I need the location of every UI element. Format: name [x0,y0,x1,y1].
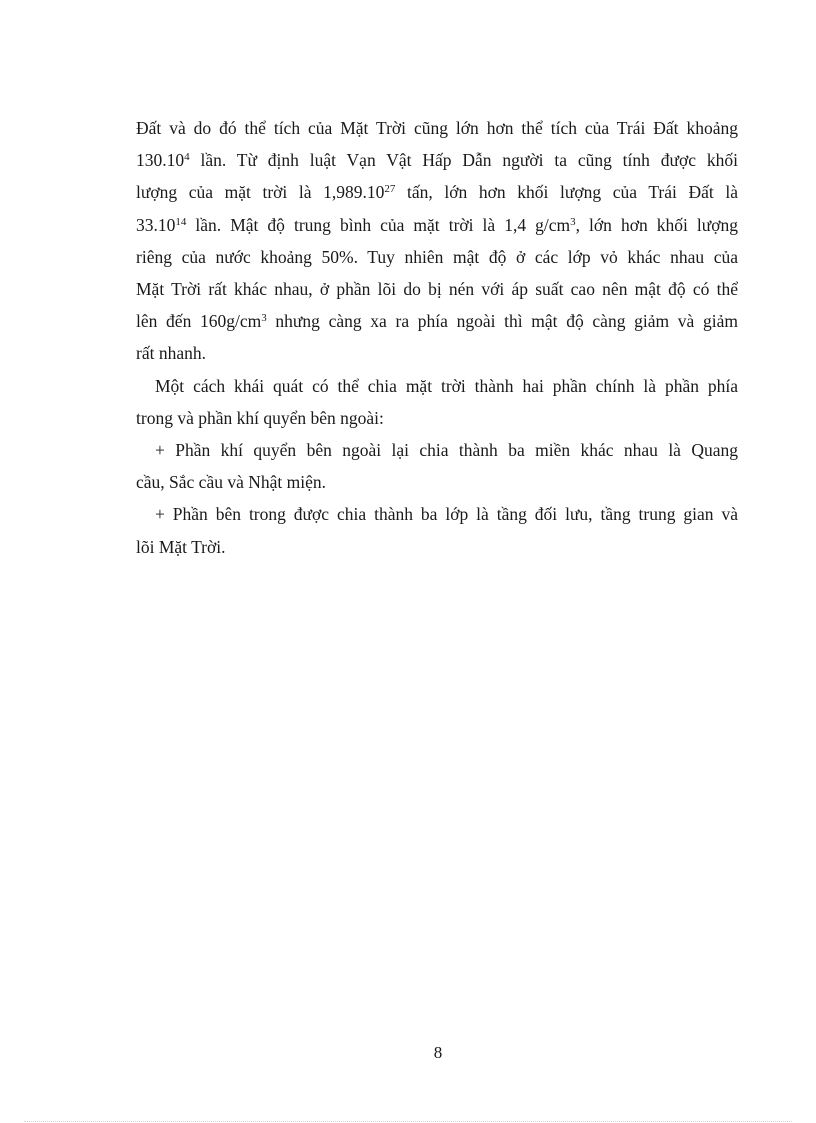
text-run: , lớn hơn khối lượng [575,214,738,235]
page-number: 8 [433,1043,443,1062]
text-run: riêng của nước khoảng 50%. Tuy nhiên mật độ ở các lớp vỏ khác nhau của [136,246,738,267]
text-run: lên đến 160g/cm [136,311,262,332]
text-run: tấn, lớn hơn khối lượng của Trái Đất là [395,182,738,203]
text-run: nhưng càng xa ra phía ngoài thì mật độ càng giảm và giảm [266,311,738,332]
text-run: cầu, Sắc cầu và Nhật miện. [136,472,326,493]
superscript-exponent: 4 [184,151,190,164]
text-line [136,531,738,563]
text-run: lõi Mặt Trời. [136,536,226,557]
text-line [136,144,738,176]
page-body [136,112,738,563]
superscript-exponent: 14 [175,215,187,228]
text-run: Một cách khái quát có thể chia mặt trời thành hai phần chính là phần phía [155,375,738,396]
text-run: Đất và do đó thể tích của Mặt Trời cũng lớn hơn thể tích của Trái Đất khoảng [136,118,738,138]
text-line [136,241,738,273]
text-line [136,337,738,369]
superscript-exponent: 27 [384,183,396,196]
page-bottom-border [24,1121,792,1122]
text-line [136,112,738,144]
text-line [136,209,738,241]
text-run: lần. Từ định luật Vạn Vật Hấp Dẫn người ta cũng tính được khối [189,150,738,171]
text-run: rất nhanh. [136,343,206,364]
text-line [136,498,738,530]
text-line [136,176,738,208]
text-line [136,434,738,466]
text-line [136,370,738,402]
text-run: Mặt Trời rất khác nhau, ở phần lõi do bị nén với áp suất cao nên mật độ có thể [136,279,738,300]
text-run: 130.10 [136,150,185,171]
text-run: trong và phần khí quyển bên ngoài: [136,407,384,428]
text-line [136,466,738,498]
text-line [136,402,738,434]
text-line [136,273,738,305]
text-line [136,305,738,337]
text-run: 33.10 [136,214,176,235]
text-run: + Phần bên trong được chia thành ba lớp là tầng đối lưu, tầng trung gian và [155,504,738,525]
superscript-exponent: 3 [261,312,267,325]
text-run: + Phần khí quyển bên ngoài lại chia thành ba miền khác nhau là Quang [155,440,738,461]
text-run: lần. Mật độ trung bình của mặt trời là 1,4 g/cm [186,214,571,235]
superscript-exponent: 3 [570,215,576,228]
text-run: lượng của mặt trời là 1,989.10 [136,182,385,203]
